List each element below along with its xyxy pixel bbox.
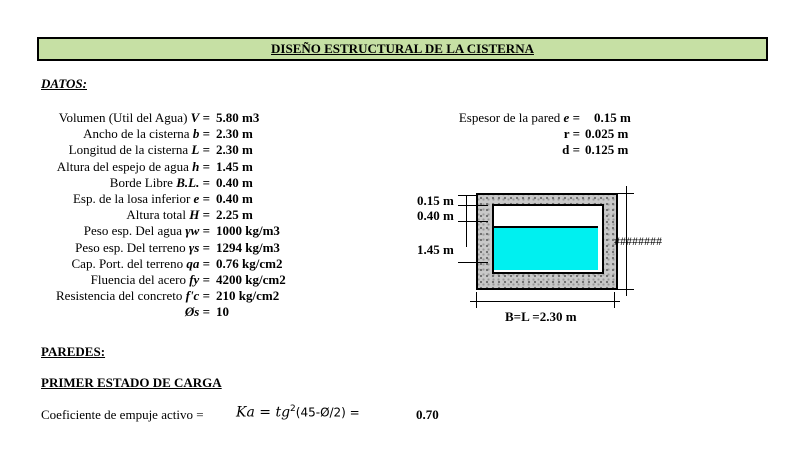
- wall-param-value: 0.15 m: [594, 110, 631, 125]
- wall-param-symbol: r: [563, 126, 570, 141]
- datos-value: 10: [216, 304, 229, 320]
- tank-interior: [492, 204, 604, 274]
- datos-symbol: L: [191, 142, 200, 158]
- paredes-heading: PAREDES:: [41, 344, 106, 359]
- datos-equals: =: [199, 191, 210, 206]
- datos-value: 2.30 m: [216, 126, 253, 142]
- wall-param-label: [562, 142, 580, 158]
- dim-tick: [616, 193, 634, 194]
- datos-label: [69, 142, 210, 158]
- datos-label: [91, 272, 210, 288]
- datos-equals: =: [199, 272, 210, 287]
- dim-tick: [476, 292, 477, 308]
- datos-equals: =: [199, 304, 210, 320]
- datos-label-text: Ancho de la cisterna: [83, 126, 193, 142]
- coef-formula: [236, 404, 360, 421]
- datos-label-text: Resistencia del concreto: [56, 288, 186, 304]
- datos-label-text: Fluencia del acero: [90, 272, 190, 287]
- datos-label: [56, 288, 210, 304]
- datos-symbol: qa: [186, 255, 200, 271]
- formula-tg: tg: [275, 404, 291, 421]
- datos-symbol: b: [192, 126, 200, 142]
- dim-label-top: 0.15 m: [417, 193, 454, 208]
- datos-value: 0.40 m: [216, 174, 253, 190]
- dim-tick: [616, 289, 634, 290]
- datos-label-text: Longitud de la cisterna: [68, 142, 192, 158]
- datos-equals: =: [199, 110, 210, 125]
- datos-label: [57, 159, 210, 175]
- datos-symbol: H: [189, 207, 200, 223]
- datos-value: 210 kg/cm2: [216, 288, 280, 304]
- datos-label: [59, 110, 210, 126]
- dim-line-bottom: [470, 301, 620, 302]
- datos-symbol: V: [190, 110, 200, 125]
- datos-value: 4200 kg/cm2: [216, 272, 286, 287]
- datos-value: 0.40 m: [216, 191, 253, 206]
- datos-equals: =: [199, 223, 210, 239]
- datos-equals: =: [199, 288, 210, 304]
- datos-equals: =: [199, 158, 210, 174]
- wall-param-value: 0.125 m: [585, 142, 629, 157]
- wall-param-equals: =: [569, 110, 580, 125]
- datos-label: [126, 207, 210, 223]
- datos-symbol: Øs: [184, 304, 200, 320]
- wall-param-text: Espesor de la pared: [458, 110, 564, 125]
- wall-param-value: 0.025 m: [585, 126, 629, 141]
- datos-symbol: B.L.: [176, 174, 200, 190]
- datos-label: [83, 126, 210, 142]
- datos-equals: =: [199, 255, 210, 271]
- datos-label-text: Altura total: [126, 207, 190, 223]
- wall-param-label: [459, 110, 580, 126]
- wall-param-equals: =: [569, 142, 580, 157]
- datos-value: 0.76 kg/cm2: [216, 255, 283, 271]
- datos-symbol: γw: [185, 223, 200, 239]
- dim-label-width: B=L =2.30 m: [505, 309, 577, 324]
- datos-value: 1000 kg/m3: [216, 223, 280, 239]
- datos-equals: =: [199, 207, 210, 223]
- estado-heading: PRIMER ESTADO DE CARGA: [41, 375, 222, 390]
- datos-label-text: Volumen (Util del Agua): [58, 110, 191, 125]
- datos-label: [84, 223, 210, 239]
- datos-value: 1.45 m: [216, 158, 253, 174]
- datos-label: [72, 256, 210, 272]
- formula-exp: 2: [290, 404, 296, 414]
- overflow-text: ########: [614, 234, 662, 248]
- dim-label-bl: 0.40 m: [417, 208, 454, 223]
- datos-value: 2.30 m: [216, 142, 253, 158]
- dim-label-h: 1.45 m: [417, 242, 454, 257]
- formula-eq: =: [254, 404, 276, 421]
- dim-tick: [458, 205, 488, 206]
- coef-value: 0.70: [416, 407, 439, 422]
- dim-tick: [458, 195, 476, 196]
- datos-label-text: Borde Libre: [109, 174, 177, 190]
- datos-value: 2.25 m: [216, 207, 253, 223]
- datos-label: [110, 175, 210, 191]
- datos-label-text: Esp. de la losa inferior: [72, 191, 194, 206]
- wall-param-equals: =: [569, 126, 580, 141]
- datos-label-text: Peso esp. Del terreno: [75, 239, 189, 255]
- formula-ka: Ka: [236, 404, 255, 421]
- datos-symbol: h: [192, 158, 200, 174]
- datos-symbol: f'c: [185, 288, 200, 304]
- datos-symbol: γs: [188, 239, 200, 255]
- datos-heading: DATOS:: [41, 76, 87, 91]
- datos-label: [185, 304, 210, 320]
- dim-tick: [458, 221, 488, 222]
- tank-wall: [476, 193, 618, 290]
- datos-label-text: Peso esp. Del agua: [83, 223, 186, 239]
- wall-param-label: [564, 126, 580, 142]
- datos-value: 1294 kg/m3: [216, 239, 280, 255]
- coef-label: Coeficiente de empuje activo =: [41, 407, 204, 422]
- datos-label: [75, 240, 210, 256]
- datos-value: 5.80 m3: [216, 110, 260, 125]
- datos-equals: =: [199, 239, 210, 255]
- datos-symbol: fy: [189, 272, 200, 287]
- datos-symbol: e: [193, 191, 200, 206]
- tank-water: [494, 226, 598, 270]
- datos-label: [73, 191, 210, 207]
- dim-tick: [458, 262, 488, 263]
- dim-tick: [614, 292, 615, 308]
- datos-equals: =: [199, 126, 210, 142]
- datos-label-text: Altura del espejo de agua: [56, 158, 193, 174]
- wall-param-symbol: e: [563, 110, 570, 125]
- formula-arg: (45-Ø/2) =: [295, 405, 360, 420]
- datos-equals: =: [199, 174, 210, 190]
- datos-equals: =: [199, 142, 210, 158]
- sheet-title: DISEÑO ESTRUCTURAL DE LA CISTERNA: [37, 37, 768, 61]
- wall-param-symbol: d: [562, 142, 570, 157]
- datos-label-text: Cap. Port. del terreno: [71, 255, 187, 271]
